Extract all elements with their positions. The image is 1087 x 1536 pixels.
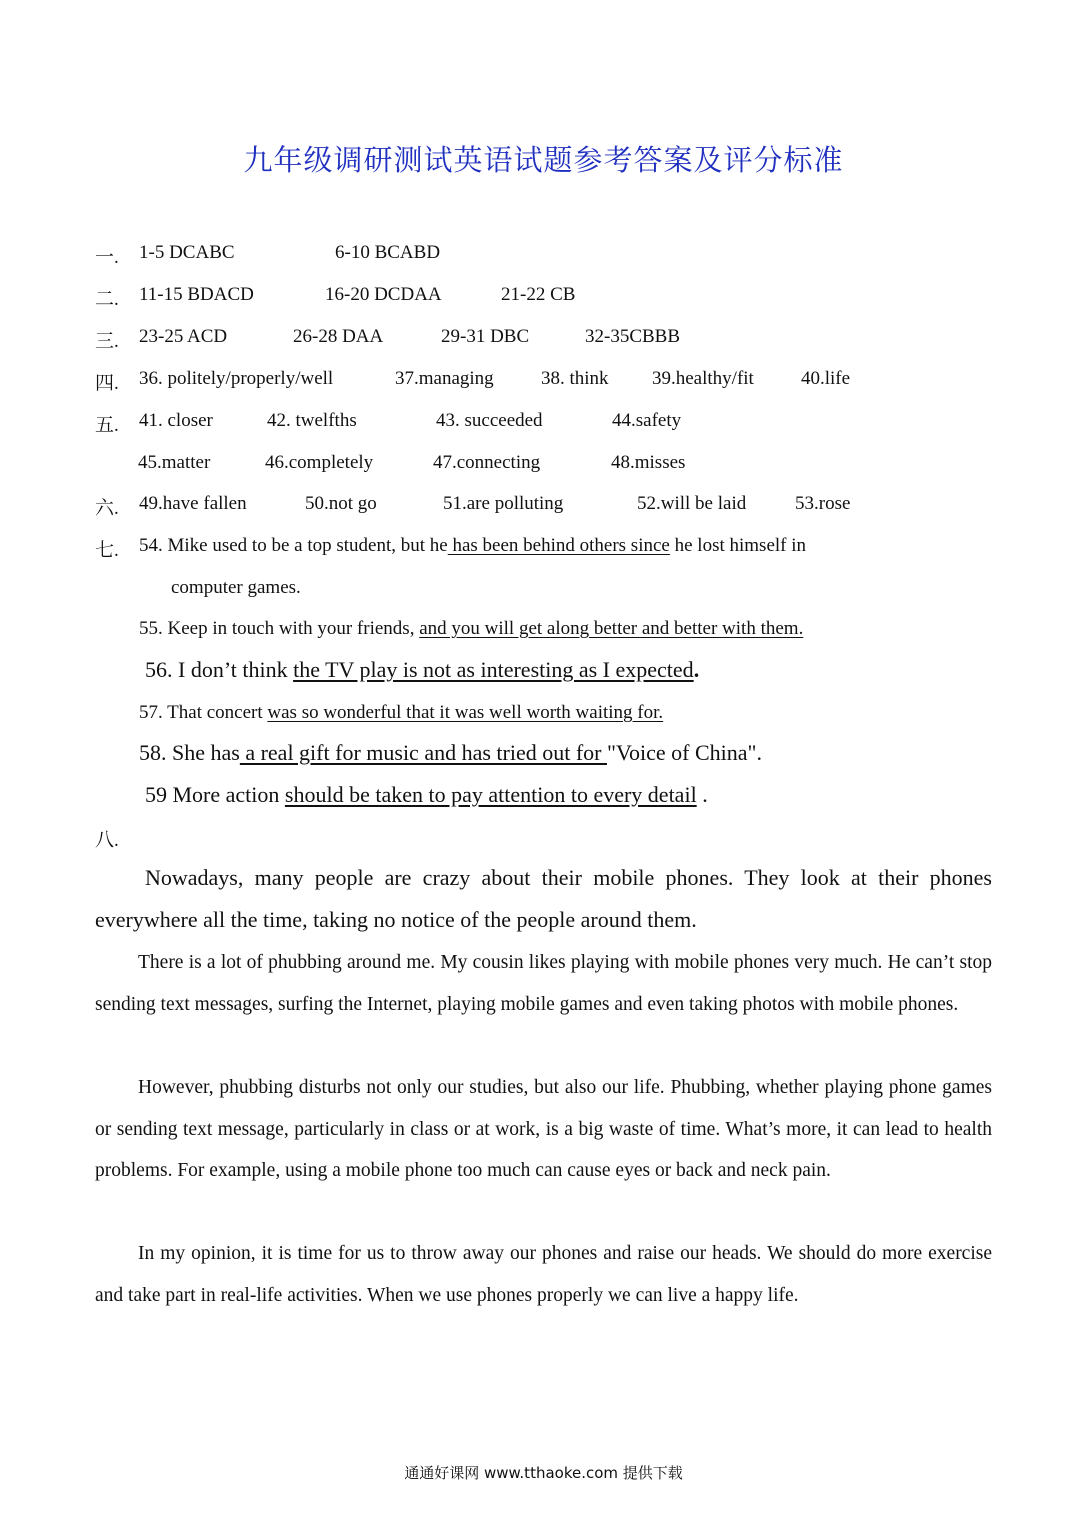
answer: 43. succeeded — [436, 410, 543, 431]
answer: 16-20 DCDAA — [325, 284, 442, 305]
answer: 49.have fallen — [139, 493, 247, 514]
answer: 37.managing — [395, 368, 494, 389]
answer: 46.completely — [265, 452, 374, 473]
answer: 52.will be laid — [637, 493, 747, 514]
answer: 39.healthy/fit — [652, 368, 754, 389]
answer: 29-31 DBC — [441, 326, 530, 347]
footer-download-note: 通通好课网 www.tthaoke.com 提供下载 — [404, 1464, 683, 1482]
essay-paragraph-4: In my opinion, it is time for us to throw away our phones and raise our heads. We should do more exercise and take part in real-life activities. When we use phones properly we can live a happy life. — [95, 1243, 992, 1306]
answer: 42. twelfths — [267, 410, 357, 431]
section-number: 四. — [95, 373, 119, 394]
answer: 38. think — [541, 368, 609, 389]
section-8-number — [95, 825, 139, 852]
section-number: 七. — [95, 540, 119, 561]
answer: 44.safety — [612, 410, 682, 431]
essay-paragraph-1: Nowadays, many people are crazy about their mobile phones. They look at their phones everywhere all the time, taking no notice of the people around them. — [95, 865, 992, 932]
sentence-55: 55. Keep in touch with your friends, and you will get along better and better with them. — [139, 618, 804, 639]
answer: 23-25 ACD — [139, 326, 228, 347]
answer: 6-10 BCABD — [335, 242, 441, 263]
answer: 36. politely/properly/well — [139, 368, 334, 389]
sentence-57: 57. That concert was so wonderful that it was well worth waiting for. — [139, 702, 664, 723]
answer: 11-15 BDACD — [139, 284, 254, 305]
section-number: 八. — [95, 830, 119, 851]
answer: 50.not go — [305, 493, 377, 514]
section-2-answers — [95, 284, 576, 311]
essay-paragraph-2: There is a lot of phubbing around me. My cousin likes playing with mobile phones very much. He can’t stop sending text messages, surfing the Internet, playing mobile games and even taking photos with mobile phones. — [95, 952, 992, 1015]
answer: 47.connecting — [433, 452, 541, 473]
sentence-54: 54. Mike used to be a top student, but he has been behind others since he lost himself in — [139, 535, 807, 556]
section-5-answers — [95, 410, 682, 437]
page-title: 九年级调研测试英语试题参考答案及评分标准 — [243, 143, 844, 177]
section-3-answers — [95, 326, 681, 353]
answer: 45.matter — [138, 452, 211, 473]
underlined-answer: the TV play is not as interesting as I expected — [293, 657, 694, 682]
answer: 51.are polluting — [443, 493, 564, 514]
sentence-59: 59 More action should be taken to pay attention to every detail . — [145, 782, 708, 807]
section-1-answers — [95, 242, 441, 269]
sentence-58: 58. She has a real gift for music and has tried out for "Voice of China". — [139, 740, 763, 765]
section-number: 三. — [95, 331, 119, 352]
answer: 48.misses — [611, 452, 686, 473]
section-6-answers — [95, 493, 851, 520]
underlined-answer: and you will get along better and better with them. — [419, 618, 804, 639]
essay-paragraph-3: However, phubbing disturbs not only our studies, but also our life. Phubbing, whether playing phone games or sending text message, particularly in class or at work, is a big waste of time. What’s more, it can lead to health problems. For example, using a mobile phone too much can cause eyes or back and neck pain. — [95, 1077, 992, 1182]
answer: 21-22 CB — [501, 284, 576, 305]
underlined-answer: has been behind others since — [447, 535, 670, 556]
answer: 32-35CBBB — [585, 326, 681, 347]
sentence-56: 56. I don’t think the TV play is not as interesting as I expected. — [145, 657, 700, 682]
section-number: 二. — [95, 289, 119, 310]
section-4-answers — [95, 368, 851, 395]
answer: 26-28 DAA — [293, 326, 384, 347]
sentence-54-continued: computer games. — [171, 577, 301, 598]
underlined-answer: a real gift for music and has tried out for — [239, 740, 607, 765]
answer: 53.rose — [795, 493, 851, 514]
answer: 41. closer — [139, 410, 213, 431]
answer: 40.life — [801, 368, 851, 389]
answer: 1-5 DCABC — [139, 242, 235, 263]
section-number: 一. — [95, 247, 119, 268]
section-number: 六. — [95, 498, 119, 519]
section-7-number — [95, 535, 139, 562]
underlined-answer: should be taken to pay attention to every detail — [284, 782, 697, 807]
underlined-answer: was so wonderful that it was well worth waiting for. — [267, 702, 664, 723]
section-number: 五. — [95, 415, 119, 436]
